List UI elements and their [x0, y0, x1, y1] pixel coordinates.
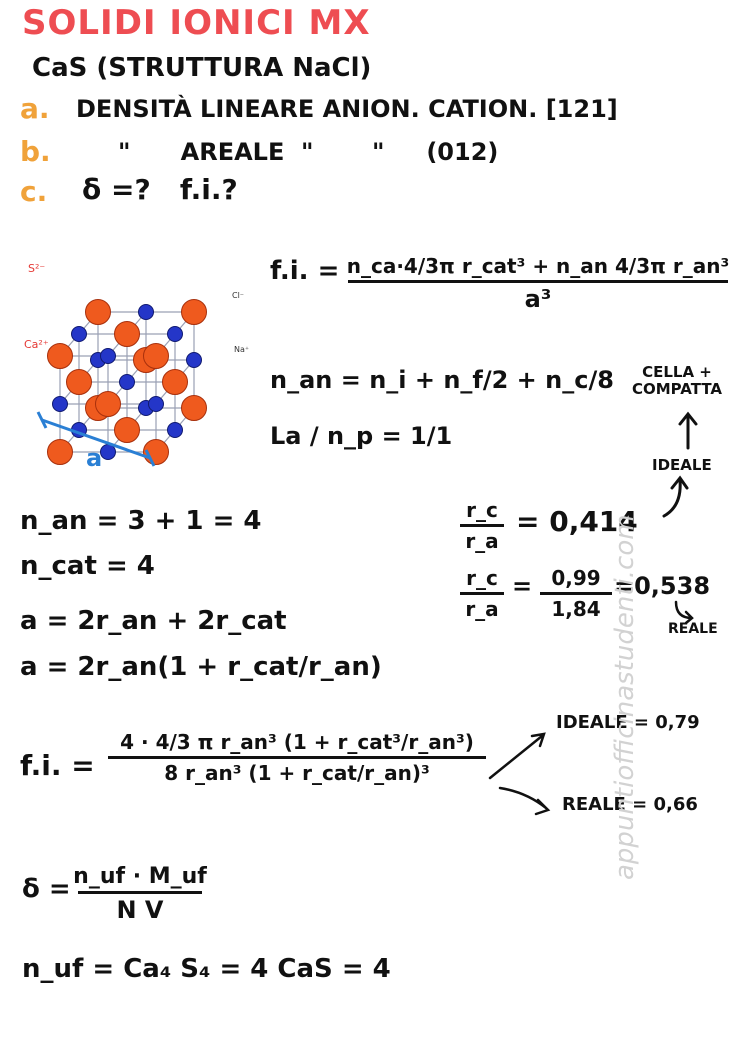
real-result: REALE = 0,66 — [562, 794, 698, 815]
label-cl-ion: Cl⁻ — [232, 291, 245, 300]
ratio-ideal-den: r_a — [465, 529, 499, 553]
ratio-real-den: r_a — [465, 597, 499, 621]
task-c-text: δ =? f.i.? — [82, 173, 238, 206]
cation-atom — [168, 423, 183, 438]
task-a-letter: a. — [20, 92, 50, 125]
nacl-lattice-diagram — [20, 248, 260, 478]
equals-sign: = — [512, 572, 533, 600]
subtitle: CaS (STRUTTURA NaCl) — [32, 53, 372, 83]
watermark: appuntiofficinastudenti.com — [610, 514, 640, 880]
fi-denominator: a³ — [524, 285, 552, 313]
fi-lhs: f.i. = — [270, 256, 340, 286]
delta-denominator: N V — [116, 896, 164, 924]
cation-atom — [53, 397, 68, 412]
anion-atom — [144, 344, 169, 369]
anion-atom — [48, 344, 73, 369]
task-b-letter: b. — [20, 135, 51, 168]
cation-atom — [72, 327, 87, 342]
ratio-real-frac-num: 0,99 — [551, 566, 601, 590]
anion-atom — [163, 370, 188, 395]
task-a-text: DENSITÀ LINEARE ANION. CATION. [121] — [76, 95, 618, 123]
fi-fraction-bar — [348, 280, 728, 283]
ratio-real-fraction — [460, 566, 504, 621]
task-b-text: " AREALE " " (012) — [118, 138, 499, 166]
label-na-ion: Na⁺ — [234, 345, 250, 354]
label-ca-ion: Ca²⁺ — [24, 338, 49, 351]
ratio-ideal-value: = 0,414 — [516, 505, 638, 538]
cation-atom — [120, 375, 135, 390]
n-cat-value: n_cat = 4 — [20, 551, 155, 581]
ratio-line: La / n_p = 1/1 — [270, 422, 453, 450]
fi-expand-denominator: 8 r_an³ (1 + r_cat/r_an)³ — [164, 761, 430, 785]
curved-arrow-icon — [660, 476, 690, 522]
ratio-real-note: REALE — [668, 621, 718, 637]
page-title: SOLIDI IONICI MX — [22, 3, 371, 43]
anion-atom — [182, 396, 207, 421]
task-c-letter: c. — [20, 175, 48, 208]
n-an-value: n_an = 3 + 1 = 4 — [20, 506, 262, 536]
up-arrow-icon — [676, 410, 700, 450]
cation-atom — [149, 397, 164, 412]
fi-numerator: n_ca·4/3π r_cat³ + n_an 4/3π r_an³ — [346, 254, 730, 278]
label-s-ion: S²⁻ — [28, 262, 46, 275]
delta-lhs: δ = — [22, 874, 71, 904]
fi-expand-fraction — [108, 730, 486, 785]
anion-atom — [115, 322, 140, 347]
fi-fraction — [348, 254, 728, 313]
lattice-parameter-a: a — [86, 444, 103, 472]
n-an-formula: n_an = n_i + n_f/2 + n_c/8 — [270, 366, 614, 394]
a-equation-2: a = 2r_an(1 + r_cat/r_an) — [20, 652, 382, 682]
nuf-line: n_uf = Ca₄ S₄ = 4 CaS = 4 — [22, 954, 391, 984]
anion-atom — [96, 392, 121, 417]
ratio-ideal-fraction — [460, 498, 504, 553]
delta-numerator: n_uf · M_uf — [73, 864, 207, 889]
fi-expand-numerator: 4 · 4/3 π r_an³ (1 + r_cat³/r_an³) — [120, 730, 474, 754]
cation-atom — [101, 349, 116, 364]
ratio-real-num: r_c — [466, 566, 498, 590]
cation-atom — [187, 353, 202, 368]
cation-atom — [101, 445, 116, 460]
note-cell-compact: CELLA + COMPATTA — [632, 363, 722, 399]
cation-atom — [168, 327, 183, 342]
ratio-real-value: =0,538 — [614, 572, 711, 600]
ratio-real-frac-den: 1,84 — [551, 597, 601, 621]
result-arrows-icon — [486, 728, 556, 824]
ratio-real-values-fraction — [540, 566, 612, 621]
anion-atom — [115, 418, 140, 443]
fi-expand-lhs: f.i. = — [20, 749, 95, 782]
anion-atom — [86, 300, 111, 325]
a-equation-1: a = 2r_an + 2r_cat — [20, 606, 287, 636]
cation-atom — [139, 305, 154, 320]
note-ideal: IDEALE — [652, 456, 712, 474]
delta-fraction — [73, 864, 207, 924]
anion-atom — [48, 440, 73, 465]
anion-atom — [182, 300, 207, 325]
ideal-result: IDEALE = 0,79 — [556, 712, 700, 733]
anion-atom — [67, 370, 92, 395]
ratio-ideal-num: r_c — [466, 498, 498, 522]
